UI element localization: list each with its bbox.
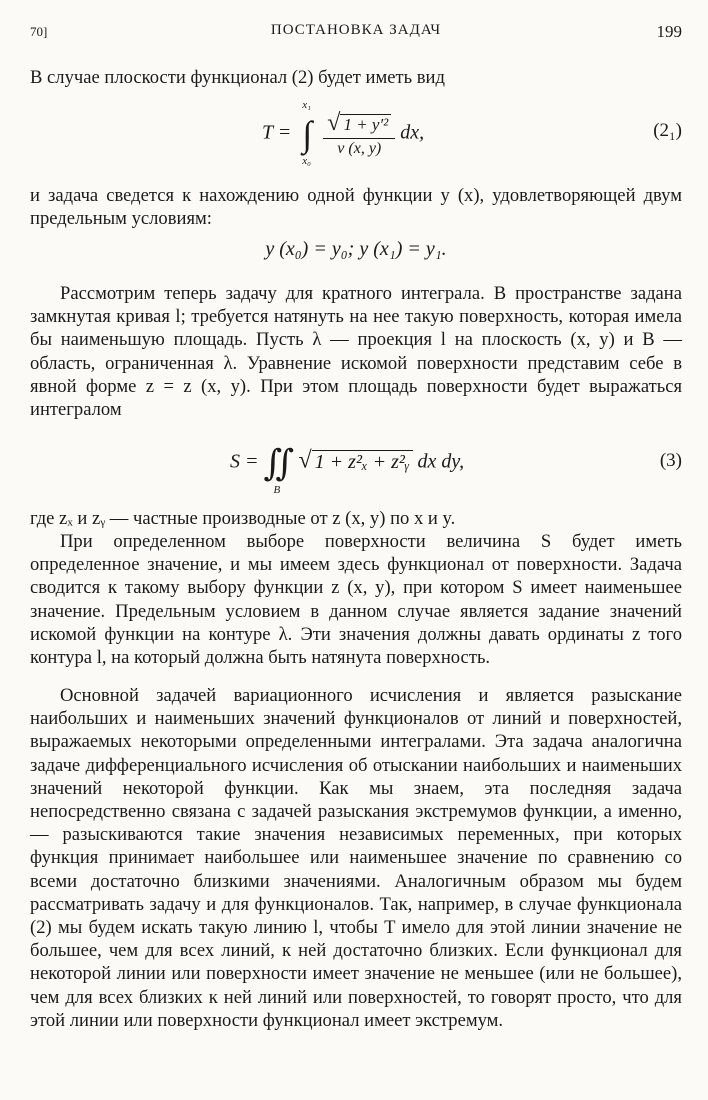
equation-3 (30, 436, 682, 494)
book-page (30, 0, 682, 1100)
eq21-lhs: T = (262, 121, 292, 144)
paragraph-multiple-integral: Рассмотрим теперь задачу для кратного интеграла. В пространстве задана замкнутая кривая l; требуется натянуть на нее такую поверхность, которая имела бы наименьшую площадь. Пусть λ — проекция l на плоскость (x, y) и B — область, ограниченная λ. Уравнение искомой поверхности представим себе в явной форме z = z (x, y). При этом площадь поверхности будет выражаться интегралом (30, 283, 682, 421)
boundary-conditions: y (x₀) = y₀; y (x₁) = y₁. (265, 238, 447, 260)
eq3-radicand: 1 + z²ₓ + z²ᵧ (314, 450, 410, 473)
eq3-number: (3) (659, 450, 682, 471)
eq21-fraction (323, 110, 395, 158)
header-title: ПОСТАНОВКА ЗАДАЧ (270, 22, 442, 38)
page-number: 199 (656, 22, 682, 41)
radical-sign-icon: √ (298, 447, 312, 474)
paragraph-partial-derivatives: где zₓ и zᵧ — частные производные от z (x, y) по x и y. (30, 508, 456, 529)
paragraph-plane-case: В случае плоскости функционал (2) будет иметь вид (30, 67, 445, 88)
paragraph-surface-functional: При определенном выборе поверхности величина S будет иметь определенное значение, и мы имеем здесь функционал от поверхности. Задача сводится к такому выбору функции z (x, y), при котором S имеет наименьшее значение. Предельным условием в данном случае является задание значений искомой функции на контуре λ. Эти значения должны давать ординаты z того контура l, на который должна быть натянута поверхность. (30, 531, 682, 669)
eq21-tail: dx, (400, 121, 425, 144)
eq21-upper-limit: x₁ (302, 99, 311, 111)
eq3-region: B (273, 484, 281, 496)
equation-2-1 (30, 96, 682, 176)
radical-sign-icon: √ (327, 110, 341, 136)
eq3-lhs: S = (230, 450, 259, 473)
integral-sign-icon: ∫ x₁ x₀ (302, 99, 313, 167)
eq21-numerator: 1 + y′² (343, 115, 389, 134)
eq21-denominator: v (x, y) (337, 140, 382, 157)
paragraph-one-function: и задача сведется к нахождению одной функции y (x), удовлетворяющей двум предельным условиям: (30, 185, 682, 230)
running-header (30, 22, 682, 46)
section-mark: 70] (30, 24, 48, 39)
eq3-tail: dx dy, (417, 450, 465, 473)
double-integral-icon (263, 442, 295, 496)
paragraph-main-problem: Основной задачей вариационного исчисления и является разыскание наибольших и наименьших значений функционалов от линий и поверхностей, выражаемых некоторыми определенными интегралами. Эта задача аналогична задаче дифференциального исчисления об отыскании наибольших и наименьших значений некоторой функции. Как мы знаем, эта последняя задача непосредственно связана с задачей разыскания экстремумов функции, а именно, — разыскиваются такие значения независимых переменных, при которых функция принимает наибольшее или наименьшее значение по сравнению со всеми достаточно близкими значениями. Аналогичным образом мы будем рассматривать задачу и для функционалов. Так, например, в случае функционала (2) мы будем искать такую линию l, чтобы T имело для этой линии значение не большее, чем для всех линий, к ней достаточно близких. Если функционал для некоторой линии или поверхности имеет значение не меньшее (или не большее), чем для всех близких к ней линий или поверхностей, то говорят просто, что для этой линии или поверхности функционал имеет экстремум. (30, 685, 682, 1031)
eq3-sign: ∬ (263, 443, 295, 483)
eq21-number: (2₁) (653, 120, 682, 141)
eq21-lower-limit: x₀ (302, 155, 311, 167)
